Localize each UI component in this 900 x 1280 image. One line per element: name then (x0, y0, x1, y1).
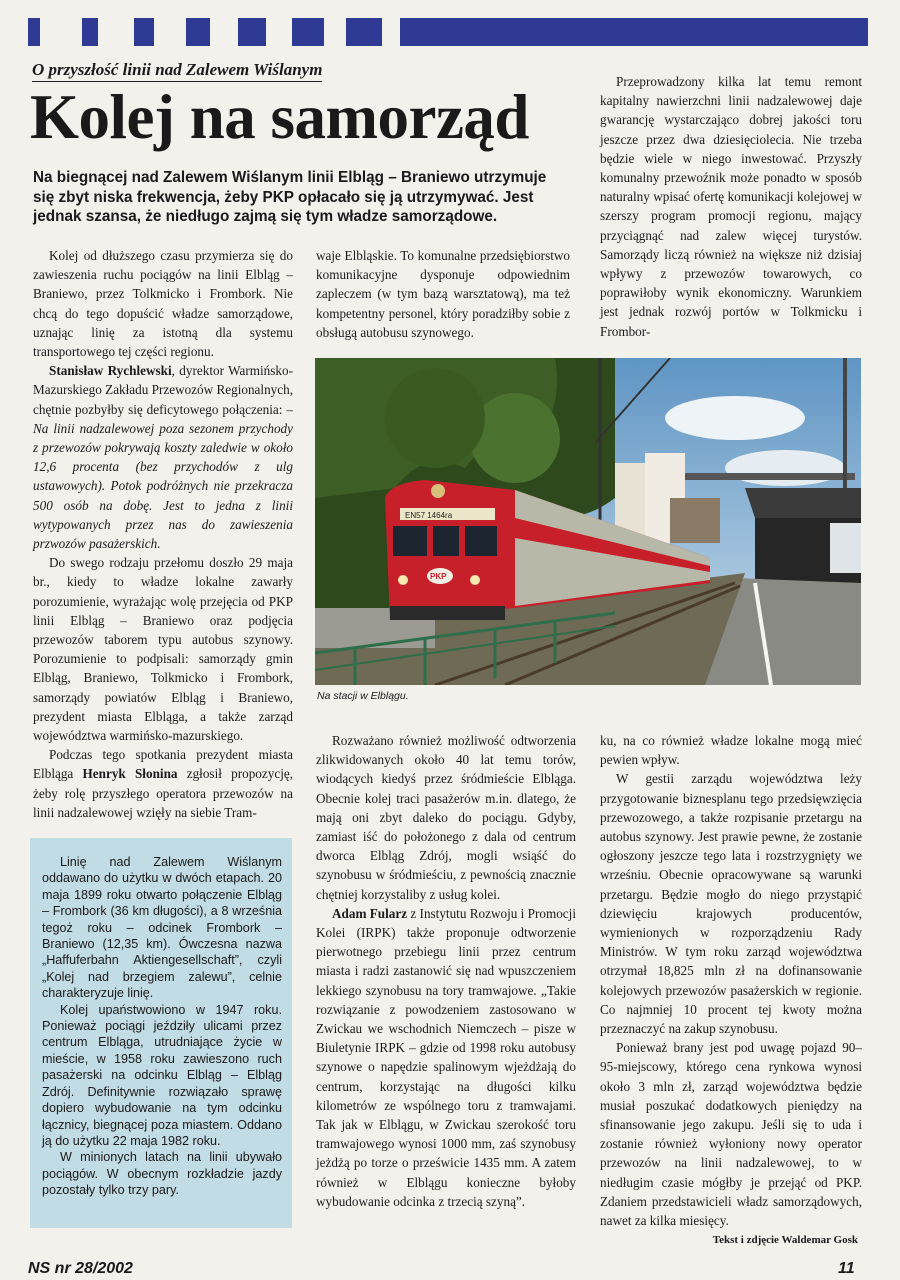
paragraph: W minionych latach na linii ubywało pociągów. W obecnym rozkładzie jazdy pozostały tylko trzy pary. (42, 1150, 282, 1198)
paragraph (316, 904, 576, 1211)
header-bar-segment (400, 18, 868, 46)
article-kicker: O przyszłość linii nad Zalewem Wiślanym (32, 60, 322, 82)
column-3 (600, 72, 862, 341)
paragraph-text: zgłosił propozycję, żeby rolę przyszłego operatora przewozów na linii nadzalewowej wzięły na siebie Tram- (33, 766, 294, 820)
paragraph-text: , dyrektor Warmińsko-Mazurskiego Zakładu Przewozów Regionalnych, chętnie pozbyłby się deficytowego połączenia: – (33, 363, 294, 417)
issue-number: NS nr 28/2002 (28, 1260, 133, 1277)
paragraph: Kolej od dłuższego czasu przymierza się do zawieszenia ruchu pociągów na linii Elbląg – Braniewo, przez Tolkmicko i Frombork. Nie chcą do tego dopuścić władze samorządowe, uznając linię za istotną dla systemu transportowego tej części regionu. (33, 248, 293, 360)
photo-caption: Na stacji w Elblągu. (317, 690, 409, 702)
paragraph: W gestii zarządu województwa leży przygotowanie biznesplanu tego przedsięwzięcia przewozowego, a także rozpisanie przetargu na autobus szynowy. Jest prawie pewne, że zostanie ogłoszony jeszcze tego lata i rozstrzygnięty we wrześniu. Obecnie opracowywane są warunki przetargu. Będzie mogło do niego przystąpić dziewięciu krajowych producentów, wymienionych w rozporządzeniu Rady Ministrów. W tym roku zarząd województwa otrzymał 18,825 mln zł na dofinansowanie kolejowych przewozów pasażerskich w regionie. Co najmniej 10 procent tej kwoty można przeznaczyć na zakup szynobusu. (600, 771, 862, 1037)
paragraph: Przeprowadzony kilka lat temu remont kapitalny nawierzchni linii nadzalewowej daje gwarancję wystarczająco dobrej jakości toru jeszcze przez dwa dziesięciolecia. Nie trzeba będzie wiele w niego inwestować. Przyszły komunalny przewoźnik może ponadto w sposób naturalny wpisać ofertę komunikacji kolejowej w szerszy program promocji regionu, mający przyciągnąć nad zalew więcej turystów. Samorządy liczą również na większe niż dzisiaj wpływy z przewozów towarowych, co poprawiłoby wynik ekonomiczny. Warunkiem jest jednak rozwój portów w Tolkmicku i Frombor- (600, 74, 862, 339)
history-sidebar (30, 838, 292, 1228)
paragraph: Kolej upaństwowiono w 1947 roku. Ponieważ pociągi jeździły ulicami przez centrum Elbląga, utrudniające życie w mieście, w 1958 roku zawieszono ruch pasażerski na odcinku Elbląg – Elbląg Zdrój. Definitywnie rozwiązało sprawę dopiero wybudowanie na tym odcinku łącznicy, biegnącej poza miastem. Oddano ją do użytku 22 maja 1982 roku. (42, 1002, 282, 1148)
header-decorative-bars (28, 18, 868, 46)
paragraph: ku, na co również władze lokalne mogą mieć pewien wpływ. (600, 733, 862, 768)
paragraph: Rozważano również możliwość odtworzenia zlikwidowanych około 40 lat temu torów, wiodących kiedyś przez śródmieście Elbląga. Obecnie kolej traci pasażerów m.in. dlatego, że mają oni zbyt daleko do pociągu. Gdyby, zamiast iść do położonego z dala od centrum dworca Elbląg Zdrój, mogli wsiąść do szynobusu w śródmieściu, z pewnością znacznie chętniej korzystaliby z usług kolei. (316, 733, 576, 902)
article-lead: Na biegnącej nad Zalewem Wiślanym linii Elbląg – Braniewo utrzymuje się zbyt niska frekwencja, żeby PKP opłacało się ją utrzymywać. Jest jednak szansa, że niedługo zajmą się tym władze samorządowe. (33, 169, 547, 225)
train-photo-illustration (315, 358, 861, 685)
paragraph: Do swego rodzaju przełomu doszło 29 maja br., kiedy to władze lokalne zawarły porozumienie, wyrażając wolę przejęcia od PKP linii Elbląg – Braniewo oraz podjęcia przewozów taborem typu autobus szynowy. Porozumienie to podpisali: samorządy gmin Elbląg, Braniewo, Tolkmicko i Frombork, samorządy powiatów Elbląg i Braniewo, prezydent miasta Elbląga, a także zarząd województwa warmińsko-mazurskiego. (33, 555, 293, 744)
paragraph-text: z Instytutu Rozwoju i Promocji Kolei (IRPK) także proponuje odtworzenie pierwotnego przebiegu linii przez centrum miasta i radzi zastanowić się nad wpuszczeniem lekkiego szynobusu na tory tramwajowe. „Takie rozwiązanie z powodzeniem zastosowano w Zwickau we wschodnich Niemczech – pisze w Biuletynie IRPK – gdzie od 1998 roku autobusy szynowe o napędzie spalinowym wjeżdżają do centrum, korzystając na długości kilku kilometrów ze wspólnego toru z tramwajami. Tak jak w Elblągu, w Zwickau szerokość toru tramwajowego wynosi 1000 mm, zaś szynobusy jeżdżą po torze o prześwicie 1435 mm. A zatem również w Elblągu konieczne byłoby wybudowanie odcinka z trzecią szyną”. (316, 905, 576, 1209)
train-photo (315, 358, 861, 685)
paragraph-text: Podczas tego spotkania prezydent miasta Elbląga (33, 747, 293, 782)
quote: Na linii nadzalewowej poza sezonem przychody z przewozów pokrywają koszty zaledwie w około 12,6 procenta (bez przychodów z ulg ustawowych). Potok podróżnych nie przekracza 500 osób na dobę. Jest to jedna z linii wytypowanych przez nas do zawieszenia przwozów pasażerskich. (33, 420, 293, 552)
train-number-label: EN57 1464ra (405, 511, 453, 520)
page-number: 11 (838, 1260, 855, 1277)
article-title: Kolej na samorząd (30, 82, 529, 152)
column-2 (316, 246, 570, 342)
header-bar-segment (292, 18, 324, 46)
paragraph: waje Elbląskie. To komunalne przedsiębiorstwo komunikacyjne dysponuje odpowiednim zapleczem (w tym bazą warsztatową), ma też kompetentny personel, który poradziłby sobie z obsługą autobusu szynowego. (316, 248, 570, 340)
person-name: Adam Fularz (332, 905, 408, 921)
person-name: Stanisław Rychlewski (49, 363, 172, 379)
header-bar-segment (346, 18, 382, 46)
header-bar-segment (238, 18, 266, 46)
person-name: Henryk Słonina (82, 766, 178, 782)
paragraph: Ponieważ brany jest pod uwagę pojazd 90–95-miejscowy, którego cena rynkowa wynosi około 3 mln zł, zarząd województwa będzie musiał poszukać dodatkowych pieniędzy na sfinansowanie jego zakupu. Jeśli się to uda i zostanie również wyłoniony nowy operator przewozów na linii nadzalewowej, to w niedługim czasie mógłby je przejąć od PKP. Zdaniem przedstawicieli władz samorządowych, nawet za kilka miesięcy. (600, 1040, 862, 1229)
header-bar-segment (186, 18, 210, 46)
pkp-logo: PKP (430, 572, 447, 581)
paragraph: Linię nad Zalewem Wiślanym oddawano do użytku w dwóch etapach. 20 maja 1899 roku otwarto połączenie Elbląg – Frombork (36 km długości), a 8 września tegoż roku – odcinek Frombork – Braniewo (12,35 km). Ówczesna nazwa „Haffuferbahn Aktiengesellschaft”, czyli „Kolej nad brzegiem zalewu”, celnie charakteryzuje linię. (42, 855, 282, 1001)
paragraph (33, 361, 293, 553)
column-4 (316, 731, 576, 1211)
header-bar-segment (28, 18, 40, 46)
header-bar-segment (82, 18, 98, 46)
paragraph (33, 745, 293, 822)
author-credit: Tekst i zdjęcie Waldemar Gosk (712, 1234, 858, 1246)
column-5 (600, 731, 862, 1230)
header-bar-segment (134, 18, 154, 46)
column-1 (33, 246, 293, 822)
